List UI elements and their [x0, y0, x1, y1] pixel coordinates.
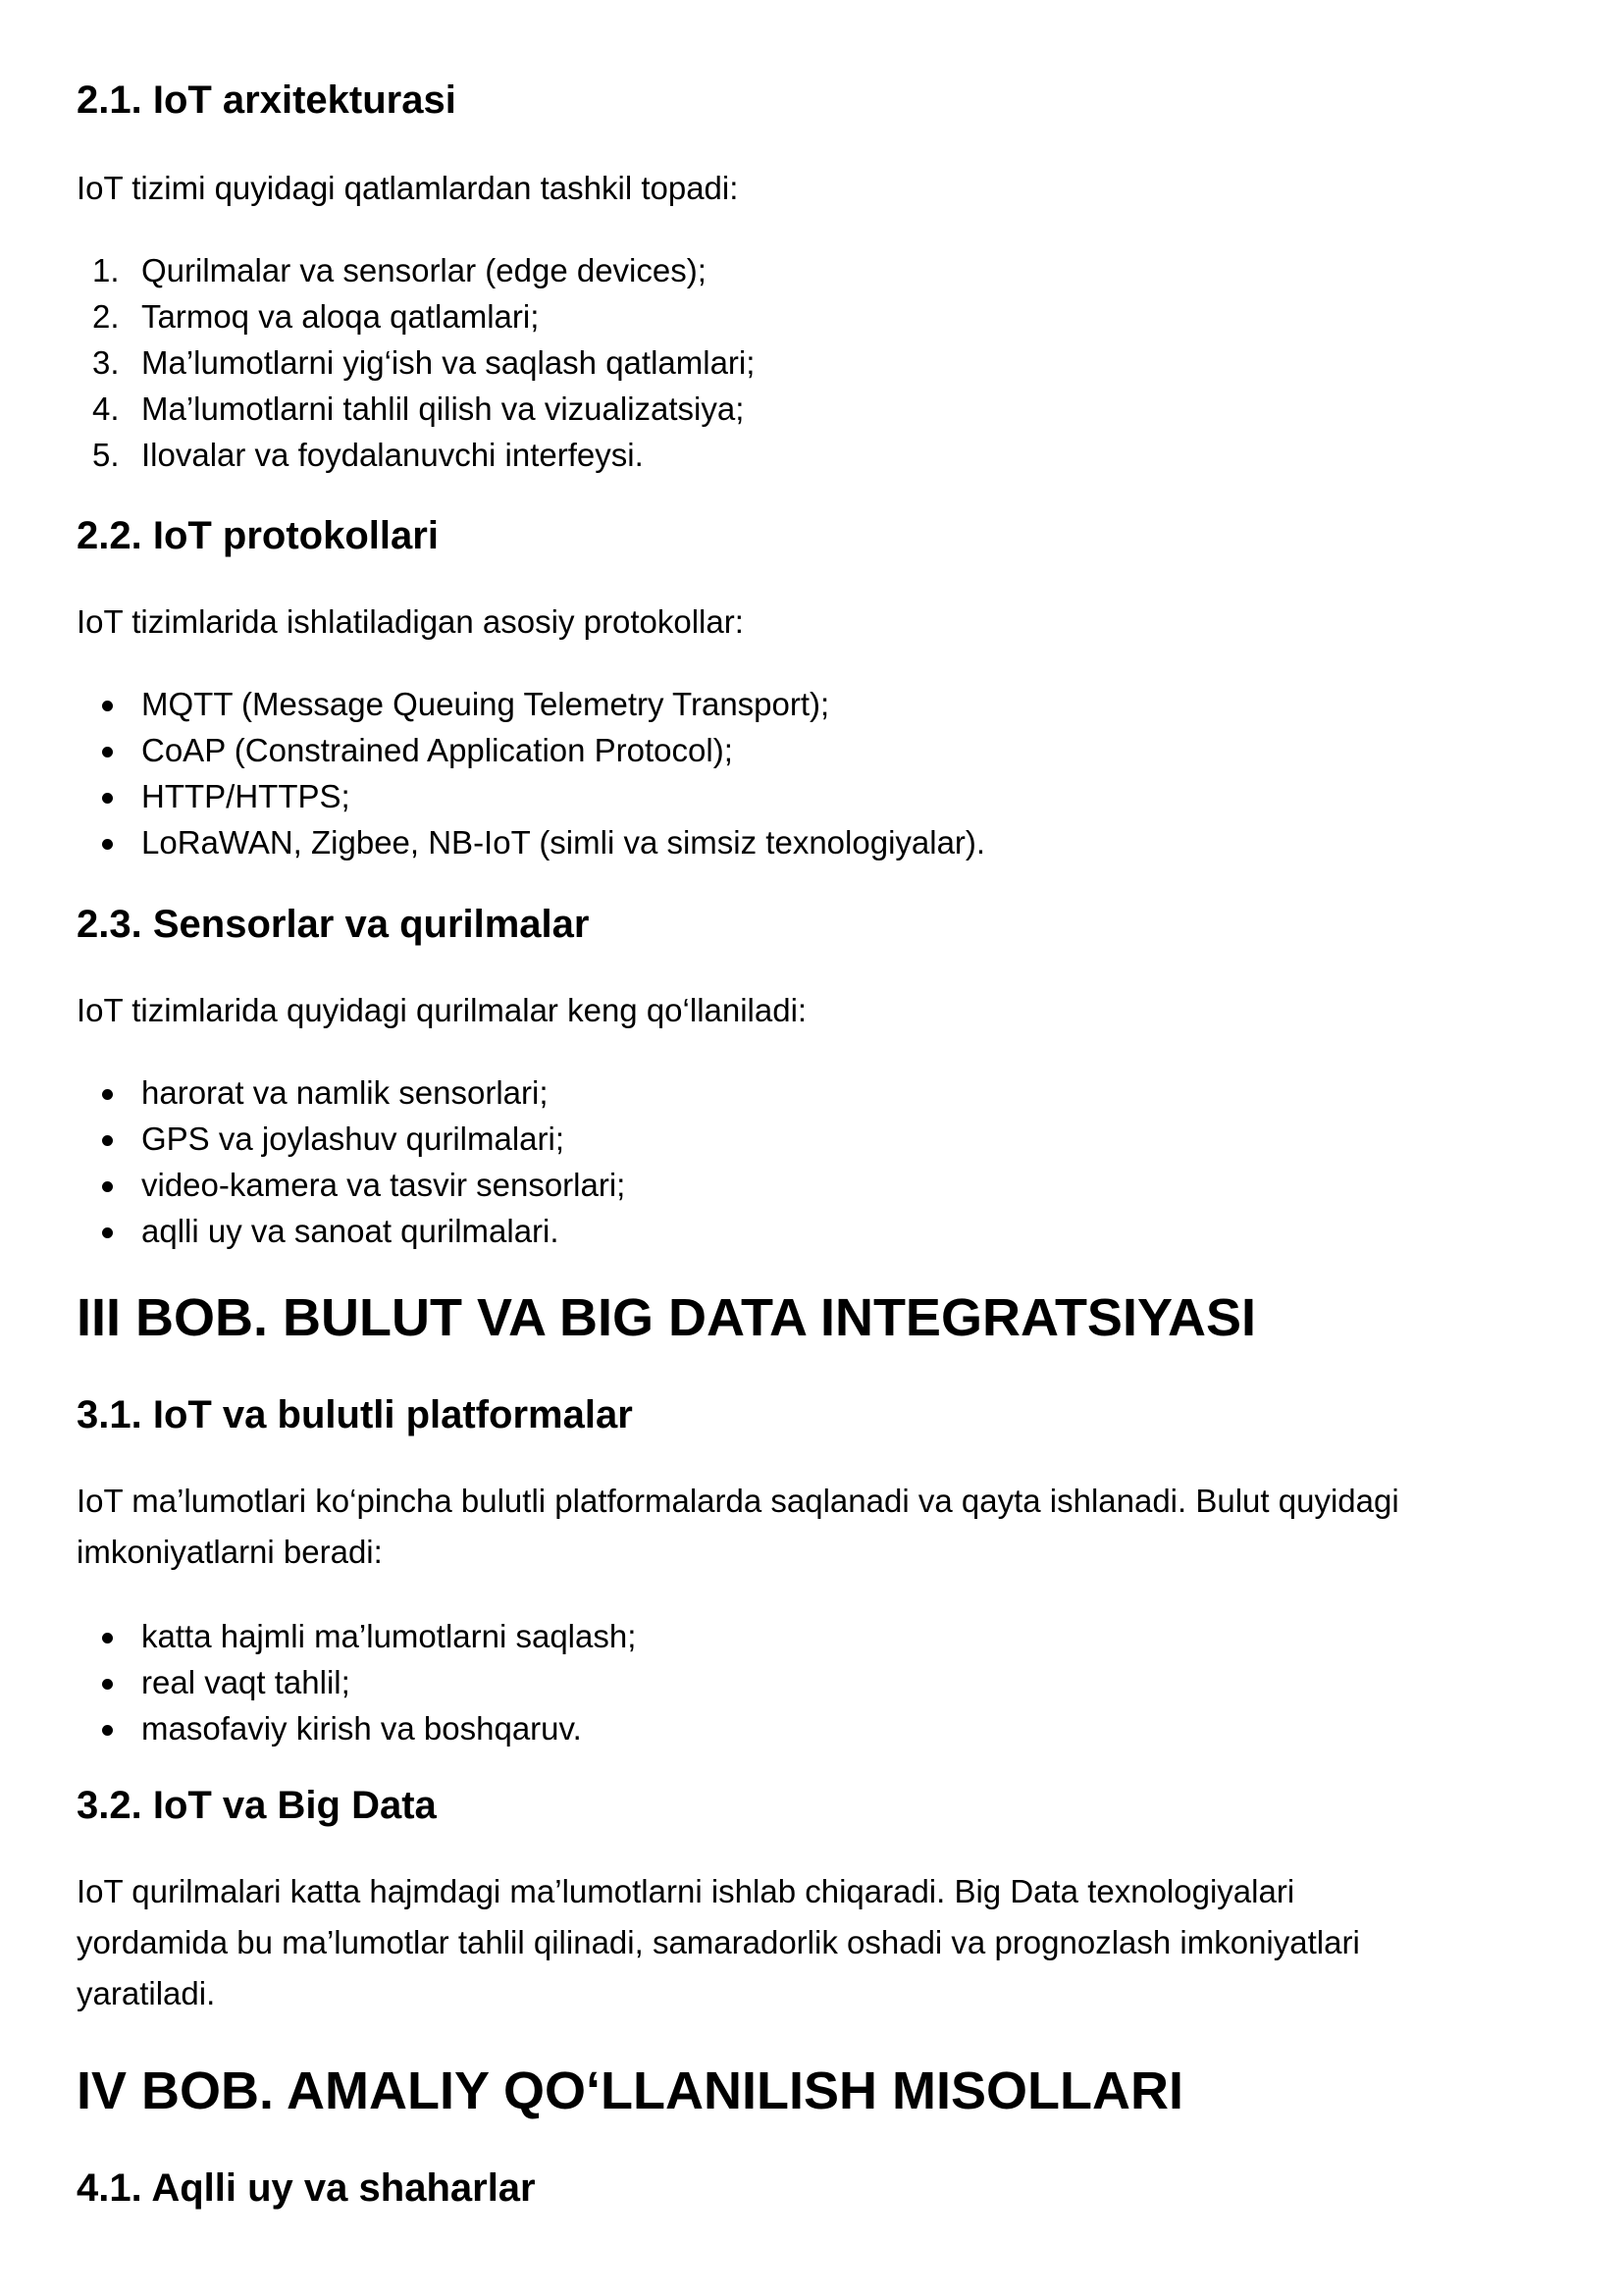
list-item — [77, 681, 1548, 727]
list-item-text: Tarmoq va aloqa qatlamlari; — [141, 298, 540, 335]
paragraph-line: imkoniyatlarni beradi: — [77, 1534, 383, 1570]
section-3-1 — [77, 1391, 1548, 1438]
list-number: 4. — [92, 391, 120, 427]
section-heading: 2.1. IoT arxitekturasi — [77, 78, 456, 122]
list-item-text: Qurilmalar va sensorlar (edge devices); — [141, 252, 707, 288]
section-2-2 — [77, 512, 1548, 559]
list-item — [77, 339, 1548, 386]
list-item-text: katta hajmli ma’lumotlarni saqlash; — [141, 1618, 637, 1654]
list-item-text: video-kamera va tasvir sensorlari; — [141, 1167, 626, 1203]
list-item — [77, 1659, 1548, 1705]
bullet-icon — [102, 1135, 113, 1146]
paragraph — [77, 1476, 1548, 1578]
list-item — [77, 1116, 1548, 1162]
section-intro: IoT tizimi quyidagi qatlamlardan tashkil topadi: — [77, 170, 739, 206]
section-3-2 — [77, 1782, 1548, 1829]
bullet-icon — [102, 1181, 113, 1192]
list-item — [77, 1208, 1548, 1254]
section-intro-wrap — [77, 163, 1548, 214]
list-item-text: masofaviy kirish va boshqaruv. — [141, 1710, 582, 1747]
bullet-icon — [102, 1725, 113, 1736]
list-number: 2. — [92, 298, 120, 335]
list-item — [77, 727, 1548, 773]
list-number: 5. — [92, 437, 120, 473]
paragraph-line: IoT ma’lumotlari ko‘pincha bulutli platformalarda saqlanadi va qayta ishlanadi. Bulut quyidagi — [77, 1483, 1399, 1519]
bullet-icon — [102, 1679, 113, 1690]
list-item-text: MQTT (Message Queuing Telemetry Transport); — [141, 686, 830, 722]
section-heading: 3.1. IoT va bulutli platformalar — [77, 1393, 633, 1436]
list-item-text: harorat va namlik sensorlari; — [141, 1074, 549, 1111]
chapter-heading: IV BOB. AMALIY QO‘LLANILISH MISOLLARI — [77, 2061, 1183, 2120]
list-item-text: aqlli uy va sanoat qurilmalari. — [141, 1213, 559, 1249]
section-heading: 4.1. Aqlli uy va shaharlar — [77, 2166, 536, 2210]
list-item — [77, 773, 1548, 819]
paragraph-line: yaratiladi. — [77, 1975, 216, 2011]
bullet-list — [77, 1613, 1548, 1751]
section-intro-wrap — [77, 597, 1548, 648]
bullet-icon — [102, 747, 113, 757]
list-number: 3. — [92, 344, 120, 381]
paragraph — [77, 1866, 1548, 2019]
numbered-list — [77, 247, 1548, 478]
list-item — [77, 293, 1548, 339]
section-heading: 3.2. IoT va Big Data — [77, 1784, 437, 1827]
bullet-icon — [102, 793, 113, 804]
bullet-icon — [102, 839, 113, 850]
list-item — [77, 1705, 1548, 1751]
list-item-text: HTTP/HTTPS; — [141, 778, 350, 814]
section-heading: 2.2. IoT protokollari — [77, 514, 439, 557]
list-item-text: Ma’lumotlarni yig‘ish va saqlash qatlamlari; — [141, 344, 756, 381]
list-item — [77, 386, 1548, 432]
paragraph-line: yordamida bu ma’lumotlar tahlil qilinadi, samaradorlik oshadi va prognozlash imkoniyatlari — [77, 1924, 1360, 1960]
bullet-icon — [102, 1633, 113, 1643]
bullet-icon — [102, 1227, 113, 1238]
list-number: 1. — [92, 252, 120, 288]
bullet-list — [77, 681, 1548, 865]
list-item — [77, 1069, 1548, 1116]
section-4-1 — [77, 2165, 1548, 2212]
paragraph-line: IoT qurilmalari katta hajmdagi ma’lumotlarni ishlab chiqaradi. Big Data texnologiyalari — [77, 1873, 1295, 1909]
section-intro: IoT tizimlarida quyidagi qurilmalar keng qo‘llaniladi: — [77, 992, 808, 1028]
section-heading: 2.3. Sensorlar va qurilmalar — [77, 903, 590, 946]
section-2-1 — [77, 77, 1548, 124]
section-intro-wrap — [77, 985, 1548, 1036]
bullet-icon — [102, 701, 113, 711]
bullet-icon — [102, 1089, 113, 1100]
chapter-4 — [77, 2060, 1548, 2121]
list-item — [77, 819, 1548, 865]
list-item-text: real vaqt tahlil; — [141, 1664, 350, 1700]
section-2-3 — [77, 901, 1548, 948]
list-item — [77, 1162, 1548, 1208]
list-item-text: LoRaWAN, Zigbee, NB-IoT (simli va simsiz texnologiyalar). — [141, 824, 986, 861]
list-item — [77, 1613, 1548, 1659]
chapter-heading: III BOB. BULUT VA BIG DATA INTEGRATSIYASI — [77, 1288, 1257, 1347]
list-item-text: Ilovalar va foydalanuvchi interfeysi. — [141, 437, 644, 473]
list-item-text: CoAP (Constrained Application Protocol); — [141, 732, 733, 768]
bullet-list — [77, 1069, 1548, 1254]
chapter-3 — [77, 1287, 1548, 1348]
section-intro: IoT tizimlarida ishlatiladigan asosiy protokollar: — [77, 603, 744, 640]
list-item — [77, 432, 1548, 478]
list-item-text: GPS va joylashuv qurilmalari; — [141, 1121, 564, 1157]
list-item — [77, 247, 1548, 293]
list-item-text: Ma’lumotlarni tahlil qilish va vizualizatsiya; — [141, 391, 745, 427]
